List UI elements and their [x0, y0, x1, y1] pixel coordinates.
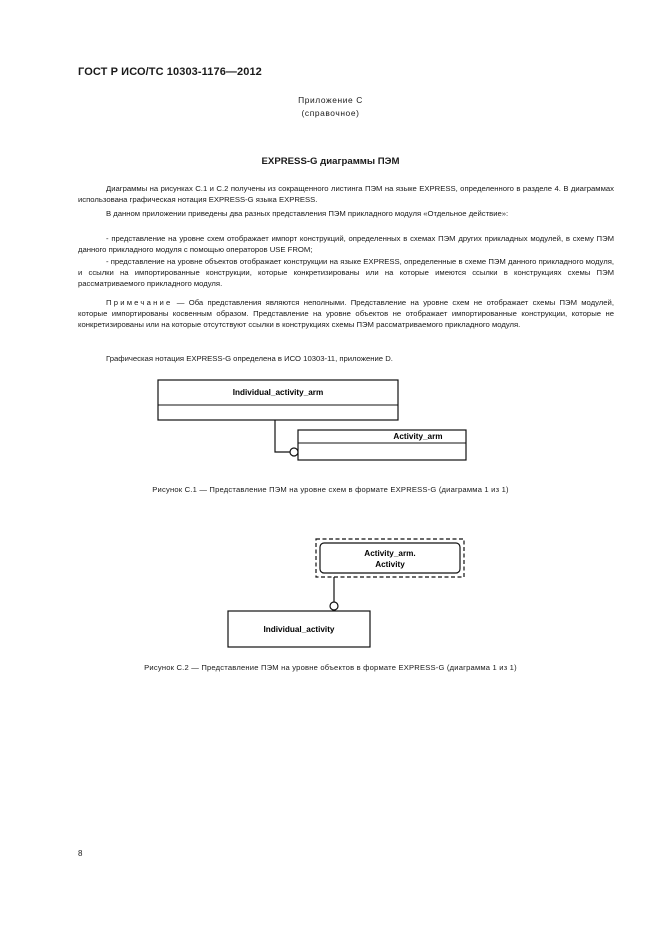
list-item-schema-level [78, 233, 614, 255]
subtype-end-circle [330, 602, 338, 610]
paragraph-annex-scope [78, 208, 614, 219]
section-title: EXPRESS-G диаграммы ПЭМ [261, 156, 400, 167]
schema-box-activity-arm [298, 430, 466, 460]
notation-text: Графическая нотация EXPRESS-G определена в ИСО 10303-11, приложение D. [106, 354, 393, 363]
note-paragraph [78, 297, 614, 330]
relationship-end-circle [290, 448, 298, 456]
use-from-relationship-line [275, 420, 290, 452]
schema-box-bottom-label: Activity_arm [393, 432, 443, 441]
schema-box-top-label: Individual_activity_arm [232, 388, 324, 397]
paragraph-annex-scope-text: В данном приложении приведены два разных представления ПЭМ прикладного модуля «Отдельное действие»: [106, 209, 509, 218]
list-item-schema-level-text: - представление на уровне схем отображает импорт конструкций, определенных в схемах ПЭМ других прикладных модулей, в схему ПЭМ данного прикладного модуля с помощью операторов USE FROM; [78, 234, 614, 255]
list-item-entity-level [78, 256, 614, 289]
entity-box-individual-activity [228, 611, 370, 647]
note-label: Примечание [106, 298, 173, 307]
list-item-entity-level-text: - представление на уровне объектов отображает конструкции на языке EXPRESS, определенные в схеме ПЭМ данного прикладного модуля, и ссылки на импортированные конструкции, которые конкретизированы или на которые имеются ссылки в конструкциях схемы ПЭМ рассматриваемого прикладного модуля. [78, 257, 614, 289]
note-text: — Оба представления являются неполными. Представление на уровне схем не отображает схемы ПЭМ модулей, которые импортированы косвенным образом. Представление на уровне объектов не отображает импортированные конструкции, которые не конкретизированы или на которые отсутствуют ссылки в конструкциях схемы ПЭМ рассматриваемого прикладного модуля. [78, 298, 614, 330]
reference-box-label-line2: Activity [375, 560, 405, 569]
page-number: 8 [78, 849, 83, 858]
paragraph-intro-text: Диаграммы на рисунках С.1 и С.2 получены из сокращенного листинга ПЭМ на языке EXPRESS, определенного в разделе 4. В диаграммах использована графическая нотация EXPRESS-G языка EXPRESS. [78, 184, 614, 205]
annex-title: Приложение C [298, 95, 363, 105]
figure-c1-caption: Рисунок С.1 — Представление ПЭМ на уровне схем в формате EXPRESS-G (диаграмма 1 из 1) [152, 485, 509, 494]
figure-c1-diagram [150, 378, 470, 463]
notation-paragraph [78, 353, 614, 364]
figure-c2-diagram [220, 535, 470, 650]
annex-kind: (справочное) [301, 108, 360, 118]
document-header: ГОСТ Р ИСО/ТС 10303-1176—2012 [78, 66, 262, 78]
reference-box-label-line1: Activity_arm. [364, 549, 416, 558]
figure-c2-caption: Рисунок С.2 — Представление ПЭМ на уровне объектов в формате EXPRESS-G (диаграмма 1 из 1) [144, 663, 517, 672]
entity-box-label: Individual_activity [263, 625, 335, 634]
reference-box-activity-arm [316, 539, 464, 577]
paragraph-intro [78, 183, 614, 205]
schema-box-individual-activity-arm [158, 380, 398, 420]
